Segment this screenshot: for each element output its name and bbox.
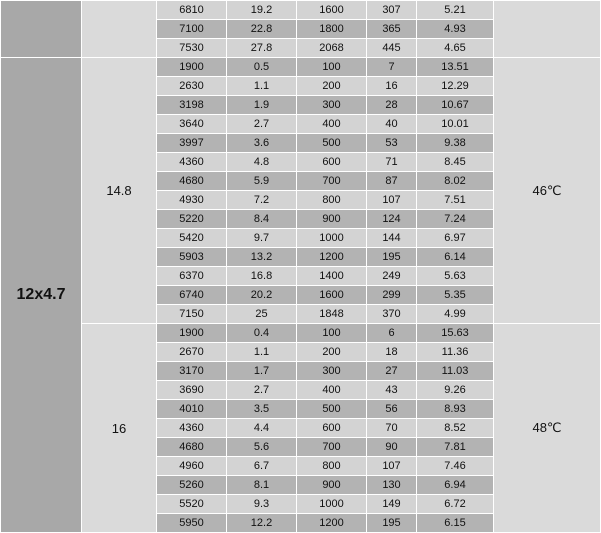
efficiency-cell: 11.36: [417, 343, 494, 362]
efficiency-cell: 10.67: [417, 96, 494, 115]
rpm-cell: 6810: [157, 1, 227, 20]
efficiency-cell: 6.14: [417, 248, 494, 267]
thrust-cell: 2.7: [227, 381, 297, 400]
current-cell: 40: [367, 115, 417, 134]
power-cell: 1800: [297, 20, 367, 39]
rpm-cell: 7530: [157, 39, 227, 58]
thrust-cell: 5.6: [227, 438, 297, 457]
power-cell: 200: [297, 77, 367, 96]
efficiency-cell: 5.21: [417, 1, 494, 20]
thrust-cell: 6.7: [227, 457, 297, 476]
temperature-cell: 48℃: [494, 324, 601, 533]
efficiency-cell: 6.97: [417, 229, 494, 248]
power-cell: 300: [297, 362, 367, 381]
current-cell: 18: [367, 343, 417, 362]
model-cell: 12x4.7: [1, 58, 82, 533]
thrust-cell: 4.8: [227, 153, 297, 172]
thrust-cell: 19.2: [227, 1, 297, 20]
efficiency-cell: 5.63: [417, 267, 494, 286]
efficiency-cell: 8.93: [417, 400, 494, 419]
rpm-cell: 5260: [157, 476, 227, 495]
current-cell: 130: [367, 476, 417, 495]
efficiency-cell: 6.72: [417, 495, 494, 514]
rpm-cell: 1900: [157, 58, 227, 77]
voltage-cell: 16: [82, 324, 157, 533]
power-cell: 700: [297, 172, 367, 191]
voltage-cell-previous: [82, 1, 157, 58]
current-cell: 370: [367, 305, 417, 324]
power-cell: 900: [297, 210, 367, 229]
current-cell: 87: [367, 172, 417, 191]
thrust-cell: 1.1: [227, 77, 297, 96]
thrust-cell: 27.8: [227, 39, 297, 58]
temperature-cell-previous: [494, 1, 601, 58]
power-cell: 100: [297, 58, 367, 77]
thrust-cell: 22.8: [227, 20, 297, 39]
current-cell: 56: [367, 400, 417, 419]
thrust-cell: 16.8: [227, 267, 297, 286]
current-cell: 365: [367, 20, 417, 39]
thrust-cell: 13.2: [227, 248, 297, 267]
rpm-cell: 2630: [157, 77, 227, 96]
current-cell: 43: [367, 381, 417, 400]
rpm-cell: 1900: [157, 324, 227, 343]
temperature-cell: 46℃: [494, 58, 601, 324]
power-cell: 1200: [297, 248, 367, 267]
rpm-cell: 7100: [157, 20, 227, 39]
power-cell: 1848: [297, 305, 367, 324]
power-cell: 1000: [297, 495, 367, 514]
power-cell: 800: [297, 457, 367, 476]
efficiency-cell: 9.38: [417, 134, 494, 153]
efficiency-cell: 13.51: [417, 58, 494, 77]
current-cell: 195: [367, 248, 417, 267]
current-cell: 149: [367, 495, 417, 514]
rpm-cell: 6370: [157, 267, 227, 286]
rpm-cell: 4010: [157, 400, 227, 419]
thrust-cell: 9.7: [227, 229, 297, 248]
current-cell: 445: [367, 39, 417, 58]
rpm-cell: 5520: [157, 495, 227, 514]
efficiency-cell: 4.93: [417, 20, 494, 39]
efficiency-cell: 11.03: [417, 362, 494, 381]
rpm-cell: 7150: [157, 305, 227, 324]
rpm-cell: 4360: [157, 153, 227, 172]
efficiency-cell: 15.63: [417, 324, 494, 343]
current-cell: 107: [367, 457, 417, 476]
efficiency-cell: 10.01: [417, 115, 494, 134]
thrust-cell: 0.4: [227, 324, 297, 343]
thrust-cell: 3.6: [227, 134, 297, 153]
table-row: [1, 58, 601, 77]
efficiency-cell: 6.94: [417, 476, 494, 495]
current-cell: 144: [367, 229, 417, 248]
power-cell: 200: [297, 343, 367, 362]
current-cell: 107: [367, 191, 417, 210]
efficiency-cell: 5.35: [417, 286, 494, 305]
current-cell: 195: [367, 514, 417, 533]
model-cell-previous: [1, 1, 82, 58]
efficiency-cell: 8.02: [417, 172, 494, 191]
efficiency-cell: 8.45: [417, 153, 494, 172]
current-cell: 299: [367, 286, 417, 305]
thrust-cell: 0.5: [227, 58, 297, 77]
rpm-cell: 4680: [157, 172, 227, 191]
table-row: [1, 1, 601, 20]
thrust-cell: 8.1: [227, 476, 297, 495]
current-cell: 28: [367, 96, 417, 115]
thrust-cell: 4.4: [227, 419, 297, 438]
rpm-cell: 4960: [157, 457, 227, 476]
power-cell: 1000: [297, 229, 367, 248]
efficiency-cell: 9.26: [417, 381, 494, 400]
rpm-cell: 3170: [157, 362, 227, 381]
rpm-cell: 5420: [157, 229, 227, 248]
power-cell: 1600: [297, 1, 367, 20]
current-cell: 249: [367, 267, 417, 286]
current-cell: 71: [367, 153, 417, 172]
power-cell: 1200: [297, 514, 367, 533]
thrust-cell: 9.3: [227, 495, 297, 514]
voltage-cell: 14.8: [82, 58, 157, 324]
efficiency-cell: 4.99: [417, 305, 494, 324]
rpm-cell: 4360: [157, 419, 227, 438]
rpm-cell: 6740: [157, 286, 227, 305]
rpm-cell: 3640: [157, 115, 227, 134]
rpm-cell: 5950: [157, 514, 227, 533]
thrust-cell: 1.9: [227, 96, 297, 115]
rpm-cell: 5903: [157, 248, 227, 267]
table-row: [1, 324, 601, 343]
power-cell: 1400: [297, 267, 367, 286]
rpm-cell: 3690: [157, 381, 227, 400]
current-cell: 90: [367, 438, 417, 457]
efficiency-cell: 7.81: [417, 438, 494, 457]
power-cell: 500: [297, 134, 367, 153]
efficiency-cell: 7.51: [417, 191, 494, 210]
thrust-cell: 7.2: [227, 191, 297, 210]
efficiency-cell: 7.46: [417, 457, 494, 476]
power-cell: 400: [297, 115, 367, 134]
efficiency-cell: 8.52: [417, 419, 494, 438]
power-cell: 2068: [297, 39, 367, 58]
rpm-cell: 3997: [157, 134, 227, 153]
rpm-cell: 4930: [157, 191, 227, 210]
current-cell: 124: [367, 210, 417, 229]
thrust-cell: 12.2: [227, 514, 297, 533]
power-cell: 400: [297, 381, 367, 400]
efficiency-cell: 4.65: [417, 39, 494, 58]
power-cell: 900: [297, 476, 367, 495]
thrust-cell: 2.7: [227, 115, 297, 134]
efficiency-cell: 6.15: [417, 514, 494, 533]
rpm-cell: 2670: [157, 343, 227, 362]
power-cell: 800: [297, 191, 367, 210]
power-cell: 700: [297, 438, 367, 457]
rpm-cell: 4680: [157, 438, 227, 457]
thrust-cell: 20.2: [227, 286, 297, 305]
thrust-cell: 1.1: [227, 343, 297, 362]
power-cell: 1600: [297, 286, 367, 305]
current-cell: 16: [367, 77, 417, 96]
thrust-cell: 3.5: [227, 400, 297, 419]
thrust-cell: 5.9: [227, 172, 297, 191]
current-cell: 27: [367, 362, 417, 381]
current-cell: 307: [367, 1, 417, 20]
rpm-cell: 3198: [157, 96, 227, 115]
power-cell: 600: [297, 419, 367, 438]
power-cell: 500: [297, 400, 367, 419]
thrust-cell: 25: [227, 305, 297, 324]
power-cell: 300: [297, 96, 367, 115]
rpm-cell: 5220: [157, 210, 227, 229]
thrust-cell: 1.7: [227, 362, 297, 381]
current-cell: 7: [367, 58, 417, 77]
thrust-cell: 8.4: [227, 210, 297, 229]
current-cell: 70: [367, 419, 417, 438]
efficiency-cell: 7.24: [417, 210, 494, 229]
current-cell: 6: [367, 324, 417, 343]
efficiency-cell: 12.29: [417, 77, 494, 96]
power-cell: 600: [297, 153, 367, 172]
current-cell: 53: [367, 134, 417, 153]
power-cell: 100: [297, 324, 367, 343]
